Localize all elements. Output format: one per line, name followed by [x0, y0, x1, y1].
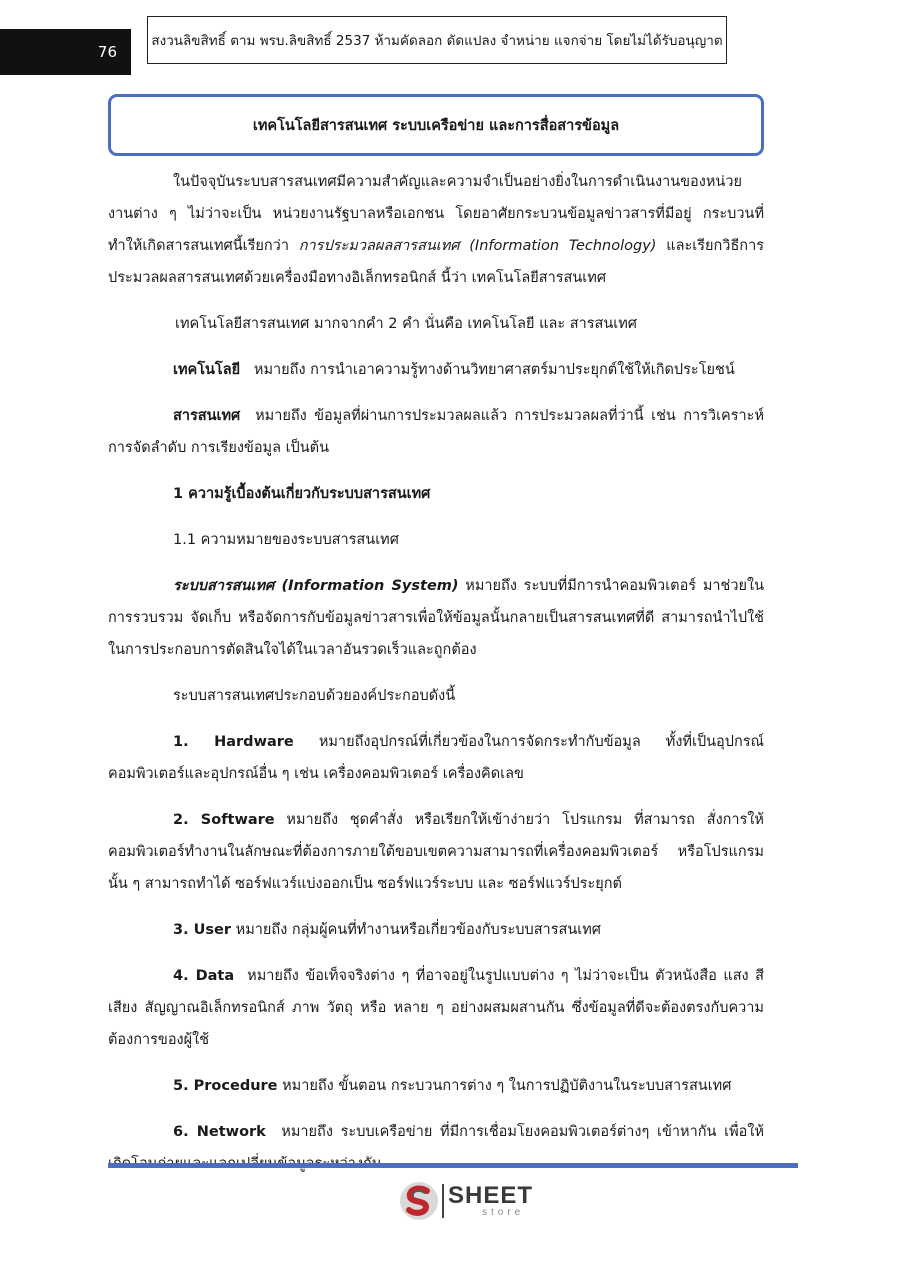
document-body: [108, 166, 764, 1180]
term-information: สารสนเทศ: [173, 408, 241, 424]
logo-text: [448, 1184, 533, 1218]
component-software: 2. Software หมายถึง ชุดคำสั่ง หรือเรียกให้เข้าง่ายว่า โปรแกรม ที่สามารถ สั่งการให้คอมพิวเตอร์ทำงานในลักษณะที่ต้องการภายใต้ขอบเขตความสามารถที่เครื่องคอมพิวเตอร์ หรือโปรแกรมนั้น ๆ สามารถทำได้ ซอร์ฟแวร์แบ่งออกเป็น ซอร์ฟแวร์ระบบ และ ซอร์ฟแวร์ประยุกต์: [108, 812, 764, 892]
section-heading-1-1: 1.1 ความหมายของระบบสารสนเทศ: [173, 532, 399, 548]
page-number-text: 76: [97, 43, 117, 61]
logo-sub-text: store: [482, 1207, 525, 1218]
component-data: 4. Data หมายถึง ข้อเท็จจริงต่าง ๆ ที่อาจอยู่ในรูปแบบต่าง ๆ ไม่ว่าจะเป็น ตัวหนังสือ แสง สี เสียง สัญญาณอิเล็กทรอนิกส์ ภาพ วัตถุ หรือ หลาย ๆ อย่างผสมผสานกัน ซึ่งข้อมูลที่ดีจะต้องตรงกับความต้องการของผู้ใช้: [108, 968, 765, 1048]
component-network: 6. Network หมายถึง ระบบเครือข่าย ที่มีการเชื่อมโยงคอมพิวเตอร์ต่างๆ เข้าหากัน เพื่อให้: [173, 1124, 765, 1140]
definition-intro: เทคโนโลยีสารสนเทศ มากจากคำ 2 คำ นั่นคือ เทคโนโลยี และ สารสนเทศ: [175, 316, 638, 332]
logo-separator: [442, 1184, 444, 1218]
page-title: เทคโนโลยีสารสนเทศ ระบบเครือข่าย และการสื่อสารข้อมูล: [108, 94, 764, 156]
components-intro: ระบบสารสนเทศประกอบด้วยองค์ประกอบดังนี้: [173, 688, 456, 704]
page-number: [0, 29, 131, 75]
term-information-system: ระบบสารสนเทศ (Information System): [173, 578, 459, 594]
definition-information-system: ระบบสารสนเทศ (Information System) หมายถึง ระบบที่มีการนำคอมพิวเตอร์ มาช่วยในการรวบรวม จัดเก็บ หรือจัดการกับข้อมูลข่าวสารเพื่อให้ข้อมูลนั้นกลายเป็นสารสนเทศที่ดี สามารถนำไปใช้ในการประกอบการตัดสินใจได้ในเวลาอันรวดเร็วและถูกต้อง: [108, 578, 765, 658]
copyright-notice: สงวนลิขสิทธิ์ ตาม พรบ.ลิขสิทธิ์ 2537 ห้ามคัดลอก ดัดแปลง จำหน่าย แจกจ่าย โดยไม่ได้รับอนุญาต: [147, 16, 727, 64]
component-user: 3. User หมายถึง กลุ่มผู้คนที่ทำงานหรือเกี่ยวข้องกับระบบสารสนเทศ: [173, 922, 601, 938]
term-technology: เทคโนโลยี: [173, 362, 241, 378]
sheet-logo-icon: [398, 1180, 440, 1222]
sheet-store-logo: [398, 1180, 533, 1222]
section-heading-1: 1 ความรู้เบื้องต้นเกี่ยวกับระบบสารสนเทศ: [173, 486, 431, 502]
intro-paragraph: ในปัจจุบันระบบสารสนเทศมีความสำคัญและความจำเป็นอย่างยิ่งในการดำเนินงานของหน่วยงานต่าง ๆ ไม่ว่าจะเป็น หน่วยงานรัฐบาลหรือเอกชน โดยอาศัยกระบวนข้อมูลข่าวสารที่มีอยู่ กระบวนที่ทำให้เกิดสารสนเทศนี้เรียกว่า การประมวลผลสารสนเทศ (Information Technology) และเรียกวิธีการประมวลผลสารสนเทศด้วยเครื่องมือทางอิเล็กทรอนิกส์ นี้ว่า เทคโนโลยีสารสนเทศ: [108, 174, 764, 286]
definition-technology: เทคโนโลยี หมายถึง การนำเอาความรู้ทางด้านวิทยาศาสตร์มาประยุกต์ใช้ให้เกิดประโยชน์: [173, 362, 735, 378]
component-procedure: 5. Procedure หมายถึง ขั้นตอน กระบวนการต่าง ๆ ในการปฏิบัติงานในระบบสารสนเทศ: [173, 1078, 732, 1094]
intro-italic-term: การประมวลผลสารสนเทศ (Information Technology): [298, 238, 657, 254]
footer-divider: [108, 1163, 798, 1168]
logo-main-text: SHEET: [448, 1182, 534, 1209]
definition-information: สารสนเทศ หมายถึง ข้อมูลที่ผ่านการประมวลผลแล้ว การประมวลผลที่ว่านี้ เช่น การวิเคราะห์ การจัดลำดับ การเรียงข้อมูล เป็นต้น: [108, 408, 765, 456]
component-hardware: 1. Hardware หมายถึงอุปกรณ์ที่เกี่ยวข้องในการจัดกระทำกับข้อมูล ทั้งที่เป็นอุปกรณ์คอมพิวเตอร์และอุปกรณ์อื่น ๆ เช่น เครื่องคอมพิวเตอร์ เครื่องคิดเลข: [108, 734, 764, 782]
